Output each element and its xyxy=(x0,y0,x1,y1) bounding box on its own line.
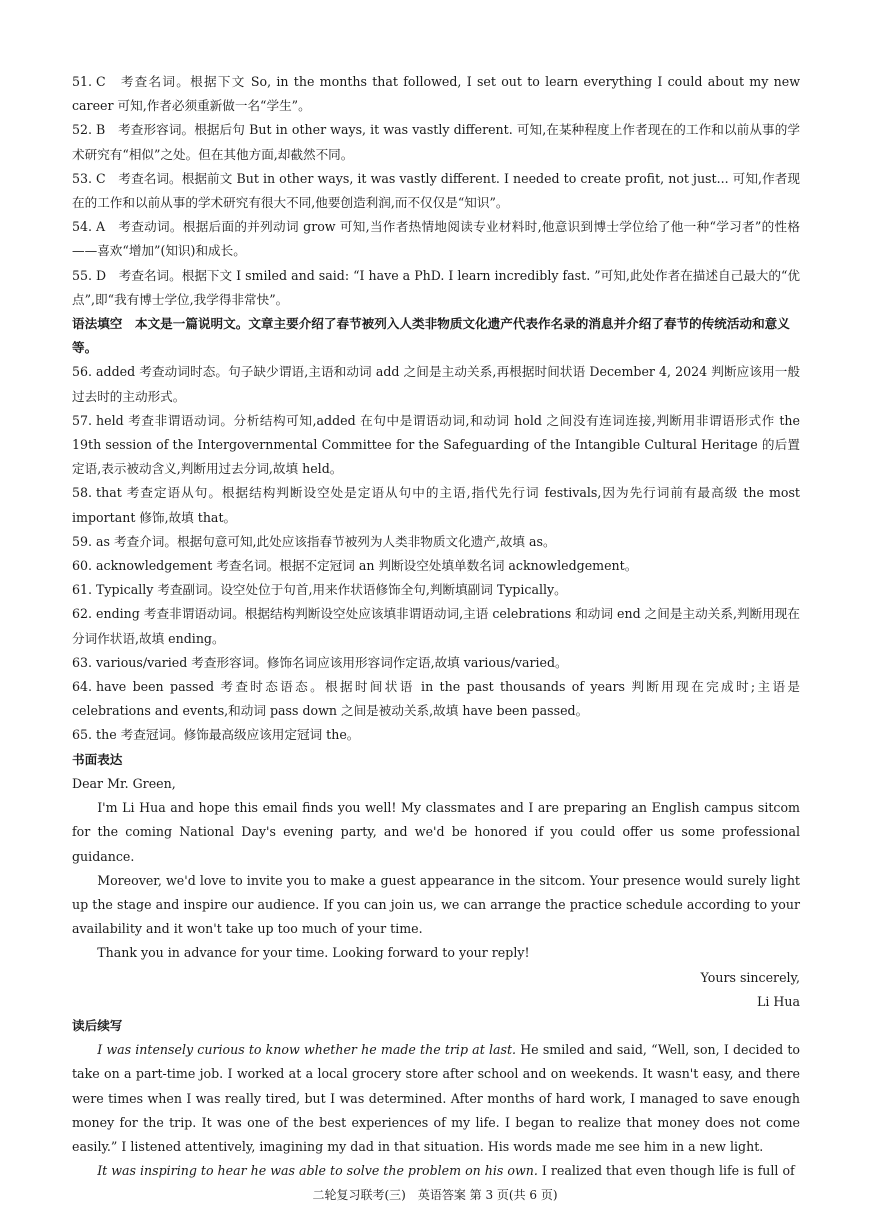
item-number: 51. xyxy=(72,74,93,89)
item-explanation: that 考查定语从句。根据结构判断设空处是定语从句中的主语,指代先行词 festivals,因为先行词前有最高级 the most important 修饰,故填 that。 xyxy=(72,485,800,525)
letter-paragraph: I'm Li Hua and hope this email finds you well! My classmates and I are preparing an English campus sitcom for the coming National Day's evening party, and we'd be honored if you could offer us some professional guidance. xyxy=(72,800,800,864)
answer-item xyxy=(72,578,800,602)
item-explanation: 考查名词。根据下文 I smiled and said: “I have a PhD. I learn incredibly fast. ”可知,此处作者在描述自己最大的“优点”,即“我有博士学位,我学得非常快”。 xyxy=(72,267,801,307)
item-explanation: 考查名词。根据下文 So, in the months that followed, I set out to learn everything I could about my new career 可知,作者必须重新做一名“学生”。 xyxy=(72,74,800,114)
answer-item xyxy=(72,481,800,529)
answer-page xyxy=(72,70,800,1183)
answer-item xyxy=(72,602,800,650)
item-number: 61. xyxy=(72,582,93,598)
letter-paragraph: Thank you in advance for your time. Looking forward to your reply! xyxy=(97,945,530,961)
item-number: 63. xyxy=(72,654,93,670)
answer-item xyxy=(72,215,800,263)
item-explanation: added 考查动词时态。句子缺少谓语,主语和动词 add 之间是主动关系,再根据时间状语 December 4, 2024 判断应该用一般过去时的主动形式。 xyxy=(72,364,800,404)
letter-closing: Yours sincerely, xyxy=(700,969,800,985)
given-sentence: I was intensely curious to know whether he made the trip at last. xyxy=(97,1042,517,1058)
given-sentence: It was inspiring to hear he was able to solve the problem on his own. xyxy=(97,1163,538,1179)
item-number: 52. xyxy=(72,122,93,138)
answer-item xyxy=(72,167,800,215)
item-number: 54. xyxy=(72,219,93,235)
item-explanation: the 考查冠词。修饰最高级应该用定冠词 the。 xyxy=(96,727,360,743)
item-answer: B xyxy=(96,122,106,138)
item-answer: C xyxy=(96,74,106,89)
item-answer: C xyxy=(96,170,106,186)
item-explanation: 考查形容词。根据后句 But in other ways, it was vastly different. 可知,在某种程度上作者现在的工作和以前从事的学术研究有“相似”之处。但在其他方面,却截然不同。 xyxy=(72,122,801,162)
item-explanation: various/varied 考查形容词。修饰名词应该用形容词作定语,故填 various/varied。 xyxy=(96,654,568,670)
item-number: 57. xyxy=(72,412,93,428)
item-number: 56. xyxy=(72,364,93,380)
item-number: 60. xyxy=(72,558,93,574)
continuation-text: He smiled and said, “Well, son, I decided to take on a part-time job. I worked at a local grocery store after school and on weekends. It wasn't easy, and there were times when I was really tired, but I was determined. After months of hard work, I managed to save enough money for the trip. It was one of the best experiences of my life. I began to realize that money does not come easily.” I listened attentively, imagining my dad in that situation. His words made me see him in a new light. xyxy=(72,1042,800,1154)
answer-item xyxy=(72,554,800,578)
item-number: 64. xyxy=(72,679,93,695)
item-explanation: acknowledgement 考查名词。根据不定冠词 an 判断设空处填单数名词 acknowledgement。 xyxy=(96,558,638,574)
continuation-paragraph xyxy=(72,1038,800,1159)
letter-signature: Li Hua xyxy=(757,993,800,1009)
item-number: 55. xyxy=(72,267,93,283)
item-explanation: ending 考查非谓语动词。根据结构判断设空处应该填非谓语动词,主语 celebrations 和动词 end 之间是主动关系,判断用现在分词作状语,故填 ending。 xyxy=(72,606,800,646)
item-explanation: have been passed 考查时态语态。根据时间状语 in the past thousands of years 判断用现在完成时;主语是 celebrations and events,和动词 pass down 之间是被动关系,故填 have been passed。 xyxy=(72,679,800,719)
item-answer: D xyxy=(96,267,107,283)
answer-item xyxy=(72,360,800,408)
item-number: 58. xyxy=(72,485,93,501)
item-number: 59. xyxy=(72,533,93,549)
item-number: 65. xyxy=(72,727,93,743)
answer-item xyxy=(72,264,800,312)
cloze-answers xyxy=(72,70,800,312)
item-explanation: Typically 考查副词。设空处位于句首,用来作状语修饰全句,判断填副词 Typically。 xyxy=(96,582,567,598)
item-explanation: held 考查非谓语动词。分析结构可知,added 在句中是谓语动词,和动词 hold 之间没有连词连接,判断用非谓语形式作 the 19th session of the Intergovernmental Committee for the Safeguarding of the Intangible Cultural Heritage 的后置定语,表示被动含义,判断用过去分词,故填 held。 xyxy=(72,412,800,477)
answer-item xyxy=(72,118,800,166)
continuation-heading: 读后续写 xyxy=(72,1017,123,1033)
letter-salutation: Dear Mr. Green, xyxy=(72,775,176,791)
answer-item xyxy=(72,530,800,554)
answer-item xyxy=(72,651,800,675)
answer-item xyxy=(72,70,800,118)
continuation-paragraph xyxy=(72,1159,800,1183)
item-number: 53. xyxy=(72,170,93,186)
answer-item xyxy=(72,675,800,723)
item-explanation: 考查名词。根据前文 But in other ways, it was vastly different. I needed to create profit, not just... 可知,作者现在的工作和以前从事的学术研究有很大不同,他要创造利润,而不仅仅是“知识”。 xyxy=(72,170,800,211)
writing-heading: 书面表达 xyxy=(72,751,123,767)
letter-paragraph: Moreover, we'd love to invite you to make a guest appearance in the sitcom. Your presence would surely light up the stage and inspire our audience. If you can join us, we can arrange the practice schedule according to your availability and it won't take up too much of your time. xyxy=(72,872,800,937)
item-answer: A xyxy=(96,219,106,235)
answer-item xyxy=(72,723,800,747)
item-explanation: as 考查介词。根据句意可知,此处应该指春节被列为人类非物质文化遗产,故填 as。 xyxy=(96,533,556,549)
page-footer: 二轮复习联考(三) 英语答案 第 3 页(共 6 页) xyxy=(312,1188,558,1202)
item-number: 62. xyxy=(72,606,93,622)
grammar-answers xyxy=(72,360,800,747)
item-explanation: 考查动词。根据后面的并列动词 grow 可知,当作者热情地阅读专业材料时,他意识到博士学位给了他一种“学习者”的性格——喜欢“增加”(知识)和成长。 xyxy=(72,219,801,259)
answer-item xyxy=(72,409,800,482)
continuation-text: I realized that even though life is full of xyxy=(537,1163,795,1179)
grammar-heading: 语法填空 本文是一篇说明文。文章主要介绍了春节被列入人类非物质文化遗产代表作名录的消息并介绍了春节的传统活动和意义等。 xyxy=(72,316,790,356)
